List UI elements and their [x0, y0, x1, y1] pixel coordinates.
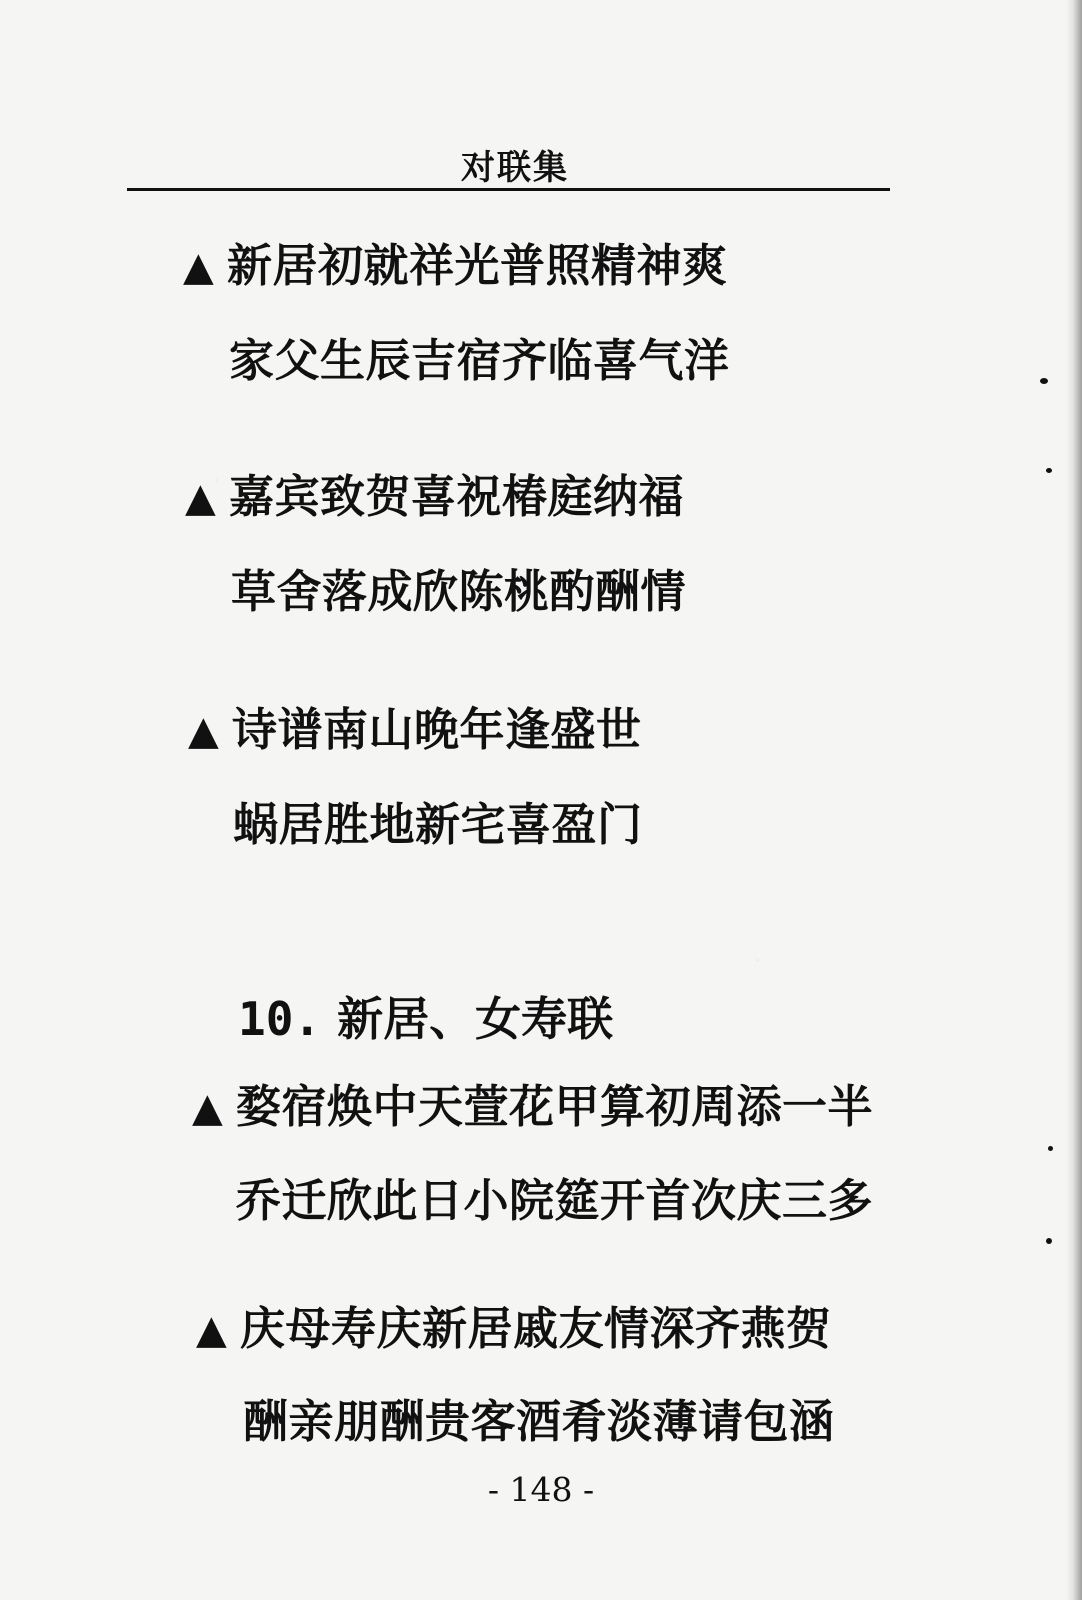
triangle-marker-icon: ▲	[188, 708, 219, 754]
triangle-marker-icon: ▲	[196, 1307, 227, 1353]
section-couplet-2-lower-line: 酬亲朋酬贵客酒肴淡薄请包涵	[243, 1395, 835, 1448]
page-number: - 148 -	[487, 1470, 595, 1509]
section-title-text: 新居、女寿联	[337, 992, 614, 1046]
scan-speck	[1040, 378, 1048, 384]
couplet-2-lower-line: 草舍落成欣陈桃酌酬情	[231, 565, 687, 618]
triangle-marker-icon: ▲	[183, 244, 214, 290]
running-head: 对联集	[461, 148, 569, 188]
couplet-3-lower-line: 蜗居胜地新宅喜盈门	[233, 798, 643, 851]
couplet-1-lower-line: 家父生辰吉宿齐临喜气洋	[229, 334, 730, 387]
couplet-3-upper-line: 诗谱南山晚年逢盛世	[232, 703, 642, 756]
triangle-marker-icon: ▲	[185, 475, 216, 521]
triangle-marker-icon: ▲	[192, 1085, 223, 1131]
scan-speck	[1048, 1146, 1053, 1151]
section-couplet-1-lower-line: 乔迁欣此日小院筵开首次庆三多	[236, 1174, 874, 1227]
section-heading	[238, 992, 614, 1046]
couplet-2-upper-line: 嘉宾致贺喜祝椿庭纳福	[229, 470, 685, 523]
section-couplet-1-upper-line: 婺宿焕中天萱花甲算初周添一半	[236, 1080, 874, 1133]
section-number: 10.	[238, 992, 322, 1046]
header-rule	[127, 188, 890, 191]
scan-speck	[1046, 468, 1052, 473]
couplet-1-upper-line: 新居初就祥光普照精神爽	[227, 239, 728, 292]
section-couplet-2-upper-line: 庆母寿庆新居戚友情深齐燕贺	[240, 1302, 832, 1355]
page-edge-shadow	[1066, 0, 1082, 1600]
scan-speck	[1046, 1238, 1052, 1244]
